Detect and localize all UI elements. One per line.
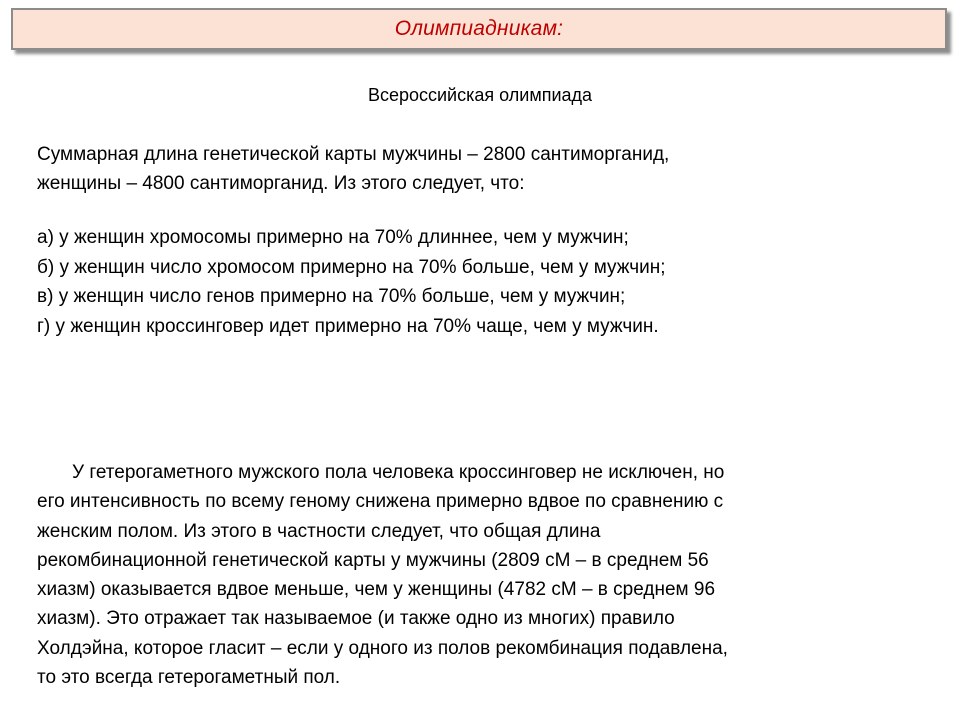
explanation-line-5: хиазм) оказывается вдвое меньше, чем у женщины (4782 сМ – в среднем 96 xyxy=(37,579,716,601)
question-line-2: женщины – 4800 сантиморганид. Из этого следует, что: xyxy=(37,173,525,194)
header-banner xyxy=(11,8,947,50)
explanation-line-3: женским полом. Из этого в частности следует, что общая длина xyxy=(37,520,601,542)
option-d: г) у женщин кроссинговер идет примерно на 70% чаще, чем у мужчин. xyxy=(37,315,659,337)
header-title: Олимпиадникам: xyxy=(394,17,564,40)
explanation-line-4: рекомбинационной генетической карты у мужчины (2809 сМ – в среднем 56 xyxy=(37,549,709,571)
question-text xyxy=(37,140,927,198)
option-b: б) у женщин число хромосом примерно на 70% больше, чем у мужчин; xyxy=(37,256,666,278)
explanation-line-7: Холдэйна, которое гласит – если у одного из полов рекомбинация подавлена, xyxy=(37,637,728,659)
explanation-line-2: его интенсивность по всему геному снижена примерно вдвое по сравнению с xyxy=(37,491,724,513)
option-c: в) у женщин число генов примерно на 70% больше, чем у мужчин; xyxy=(37,286,626,307)
question-line-1: Суммарная длина генетической карты мужчины – 2800 сантиморганид, xyxy=(37,144,670,165)
answer-options-list xyxy=(37,223,927,341)
option-a: а) у женщин хромосомы примерно на 70% длиннее, чем у мужчин; xyxy=(37,227,629,248)
explanation-line-1: У гетерогаметного мужского пола человека кроссинговер не исключен, но xyxy=(72,462,725,483)
slide-subtitle: Всероссийская олимпиада xyxy=(367,85,593,105)
explanation-line-6: хиазм). Это отражает так называемое (и также одно из многих) правило xyxy=(37,608,675,630)
explanation-paragraph xyxy=(37,458,917,692)
explanation-line-8: то это всегда гетерогаметный пол. xyxy=(37,667,341,689)
